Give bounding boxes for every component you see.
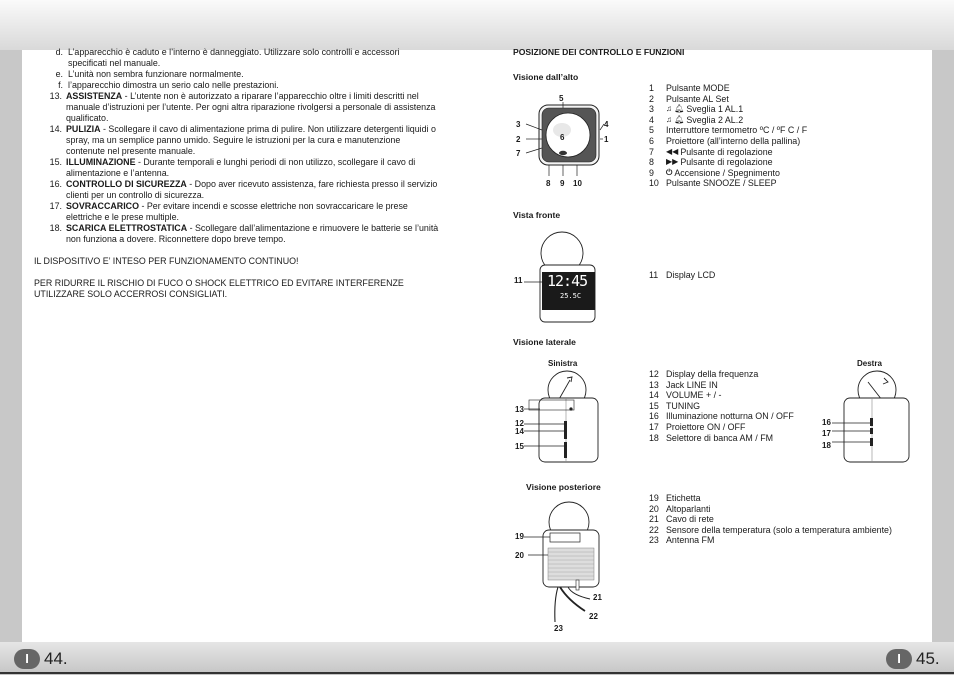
safety-instructions [34, 47, 439, 300]
lcd-time: 12:45 [547, 272, 588, 290]
list-item: 14. PULIZIA - Scollegare il cavo di alimentazione prima di pulire. Non utilizzare detergenti liquidi o spray, ma un semplice panno umido. Seguire le istruzioni per la cura e manutenzione contenute nel presente manuale. [49, 124, 436, 156]
callout-label: 16 [822, 418, 831, 427]
rear-view-legend [649, 493, 892, 546]
legend-row: 4 ♫ 🔔︎ Sveglia 2 AL.2 [649, 114, 744, 125]
callout-label: 17 [822, 429, 831, 438]
list-item: 17. SOVRACCARICO - Per evitare incendi e scosse elettriche non sovraccaricare le prese elettriche e le prese multiple. [49, 201, 408, 222]
alarm-music-bell-icon: ♫ 🔔︎ [666, 104, 685, 114]
legend-row: 16 Illuminazione notturna ON / OFF [649, 411, 794, 422]
footer-rule [0, 672, 954, 674]
right-side-diagram [818, 370, 928, 470]
page-number-text: 45. [916, 649, 940, 668]
top-view-title: Visione dall’alto [513, 72, 579, 82]
side-view-title: Visione laterale [513, 337, 576, 347]
footer-band [0, 642, 954, 675]
right-margin-strip [932, 50, 954, 642]
alarm-music-bell-icon: ♫ 🔔︎ [666, 114, 685, 124]
list-item: f. l’apparecchio dimostra un serio calo nelle prestazioni. [58, 80, 279, 90]
legend-row: 9 ⏻ Accensione / Spegnimento [649, 167, 780, 178]
callout-label: 14 [515, 427, 524, 436]
legend-row: 10 Pulsante SNOOZE / SLEEP [649, 178, 777, 189]
lcd-temperature: 25.5C [560, 292, 582, 300]
legend-row: 3 ♫ 🔔︎ Sveglia 1 AL.1 [649, 104, 744, 115]
callout-label: 23 [554, 624, 563, 633]
callout-label: 11 [514, 276, 523, 285]
language-badge: I [886, 649, 912, 669]
legend-row: 23 Antenna FM [649, 535, 715, 546]
callout-label: 18 [822, 441, 831, 450]
callout-label: 10 [573, 179, 582, 188]
front-view-legend [649, 270, 715, 281]
page-number-left [14, 648, 68, 670]
callout-label: 15 [515, 442, 524, 451]
rewind-icon: ◀◀ [666, 146, 679, 156]
legend-row: 5 Interruttore termometro ºC / ºF C / F [649, 125, 808, 136]
legend-row: 18 Selettore di banca AM / FM [649, 432, 774, 443]
rear-view-diagram [510, 495, 620, 635]
legend-row: 11 Display LCD [649, 270, 716, 280]
header-band [0, 0, 954, 50]
safety-warning-note: PER RIDURRE IL RISCHIO DI FUCO O SHOCK ELETTRICO ED EVITARE INTERFERENZE UTILIZZARE SOLO ACCERROSI CONSIGLIATI. [34, 278, 404, 299]
left-side-diagram [510, 370, 620, 470]
continuous-operation-note: IL DISPOSITIVO E’ INTESO PER FUNZIONAMENTO CONTINUO! [34, 256, 299, 266]
list-item: 18. SCARICA ELETTROSTATICA - Scollegare dall’alimentazione e rimuovere le batterie se l’unità non funziona a dovere. Riconnettere dopo breve tempo. [49, 223, 439, 244]
legend-row: 20 Altoparlanti [649, 503, 711, 514]
fast-forward-icon: ▶▶ [666, 157, 679, 167]
list-item: 15. ILLUMINAZIONE - Durante temporali e lunghi periodi di non utilizzo, scollegare il cavo di alimentazione e l’antenna. [49, 157, 416, 178]
callout-label: 21 [593, 593, 602, 602]
legend-row: 1 Pulsante MODE [649, 83, 730, 93]
legend-row: 7 ◀◀ Pulsante di regolazione [649, 146, 773, 157]
callout-label: 20 [515, 551, 524, 560]
callout-label: 1 [604, 135, 609, 144]
callout-label: 2 [516, 135, 521, 144]
list-item: 13. ASSISTENZA - L’utente non è autorizzato a riparare l’apparecchio oltre i limiti descritti nel manuale d’istruzioni per l’utente. Per ogni altra riparazione rivolgersi a personale di assistenza qualificato. [49, 91, 436, 123]
side-view-legend [649, 369, 794, 443]
left-side-label: Sinistra [548, 359, 578, 368]
callout-label: 12 [515, 419, 524, 428]
legend-row: 19 Etichetta [649, 493, 701, 503]
legend-row: 8 ▶▶ Pulsante di regolazione [649, 157, 773, 168]
callout-label: 4 [604, 120, 609, 129]
legend-row: 15 TUNING [649, 400, 701, 411]
left-margin-strip [0, 50, 22, 642]
callout-label: 13 [515, 405, 524, 414]
legend-row: 22 Sensore della temperatura (solo a temperatura ambiente) [649, 524, 892, 535]
callout-label: 8 [546, 179, 551, 188]
top-view-legend [649, 83, 807, 189]
legend-row: 17 Proiettore ON / OFF [649, 421, 746, 432]
legend-row: 13 Jack LINE IN [649, 379, 718, 390]
right-side-label: Destra [857, 359, 882, 368]
callout-label: 6 [560, 133, 565, 142]
language-badge: I [14, 649, 40, 669]
legend-row: 14 VOLUME + / - [649, 390, 722, 401]
power-icon: ⏻ [666, 167, 673, 177]
legend-row: 12 Display della frequenza [649, 369, 759, 379]
page-number-text: 44. [44, 649, 68, 668]
list-item: 16. CONTROLLO DI SICUREZZA - Dopo aver ricevuto assistenza, fare richiesta presso il servizio clienti per un controllo di sicurezza. [49, 179, 438, 200]
legend-row: 2 Pulsante AL Set [649, 93, 729, 104]
callout-label: 3 [516, 120, 521, 129]
callout-label: 19 [515, 532, 524, 541]
callout-label: 9 [560, 179, 565, 188]
callout-label: 5 [559, 94, 564, 103]
rear-view-title: Visione posteriore [526, 482, 601, 492]
list-item: e. L’unità non sembra funzionare normalmente. [55, 69, 244, 79]
page-number-right [886, 648, 940, 670]
callout-label: 7 [516, 149, 521, 158]
list-item: d. L’apparecchio è caduto e l’interno è danneggiato. Utilizzare solo controlli e accessori specificati nel manuale. [55, 47, 400, 68]
callout-label: 22 [589, 612, 598, 621]
section-heading: POSIZIONE DEI CONTROLLO E FUNZIONI [513, 47, 685, 57]
legend-row: 6 Proiettore (all’interno della pallina) [649, 135, 801, 146]
front-view-title: Vista fronte [513, 210, 561, 220]
legend-row: 21 Cavo di rete [649, 514, 714, 525]
